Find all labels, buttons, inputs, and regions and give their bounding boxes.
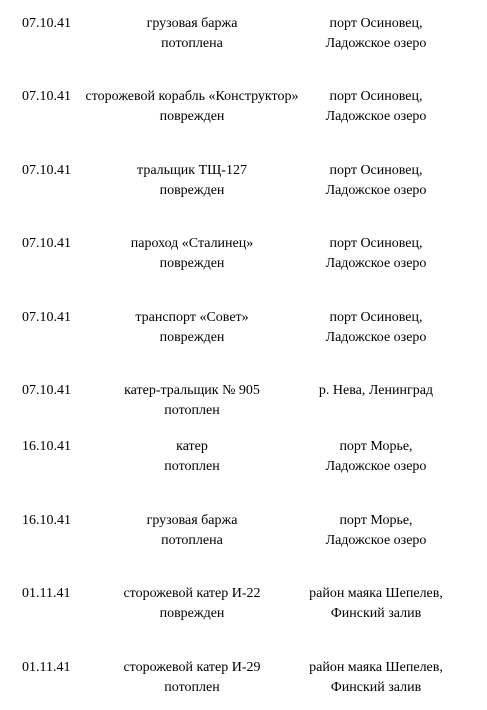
record-place-line2: Финский залив <box>330 606 422 621</box>
record-date: 16.10.41 <box>22 439 71 454</box>
record-vessel-cell <box>74 234 310 274</box>
record-status: поврежден <box>159 256 225 271</box>
record-place-line1: порт Осиновец, <box>329 16 423 31</box>
record-place-line2: Ладожское озеро <box>325 109 427 124</box>
record-date: 07.10.41 <box>22 310 71 325</box>
record-row <box>0 381 487 423</box>
record-row <box>0 511 487 553</box>
record-place-cell <box>300 234 452 274</box>
record-place-cell <box>300 87 452 127</box>
record-vessel: тральщик ТЩ-127 <box>137 163 247 178</box>
record-vessel-cell <box>74 14 310 54</box>
record-place-line2: Ладожское озеро <box>325 36 427 51</box>
record-row <box>0 14 487 56</box>
record-place-line1: порт Осиновец, <box>329 310 423 325</box>
record-date: 07.10.41 <box>22 383 71 398</box>
record-date: 07.10.41 <box>22 16 71 31</box>
record-status: потоплен <box>164 459 220 474</box>
record-place-cell <box>300 584 452 624</box>
record-status: поврежден <box>159 606 225 621</box>
record-row <box>0 87 487 129</box>
record-place-line1: порт Осиновец, <box>329 163 423 178</box>
record-row <box>0 234 487 276</box>
record-place-line1: порт Морье, <box>339 439 413 454</box>
record-place-line2: Ладожское озеро <box>325 183 427 198</box>
record-vessel: сторожевой катер И-29 <box>123 660 261 675</box>
record-vessel: катер-тральщик № 905 <box>124 383 260 398</box>
record-date: 16.10.41 <box>22 513 71 528</box>
record-place-cell <box>300 308 452 348</box>
record-row <box>0 658 487 700</box>
record-place-line1: район маяка Шепелев, <box>309 586 443 601</box>
record-vessel: сторожевой катер И-22 <box>123 586 261 601</box>
record-place-line2: Ладожское озеро <box>325 256 427 271</box>
record-row <box>0 584 487 626</box>
record-place-line1: порт Осиновец, <box>329 89 423 104</box>
record-vessel: грузовая баржа <box>146 16 238 31</box>
record-status: потоплена <box>161 533 223 548</box>
record-place-line1: порт Морье, <box>339 513 413 528</box>
record-status: поврежден <box>159 330 225 345</box>
record-vessel-cell <box>74 381 310 421</box>
record-vessel-cell <box>74 584 310 624</box>
record-vessel: грузовая баржа <box>146 513 238 528</box>
record-vessel-cell <box>74 308 310 348</box>
record-place-line1: порт Осиновец, <box>329 236 423 251</box>
record-status: потоплен <box>164 680 220 695</box>
record-vessel: катер <box>176 439 208 454</box>
record-place-cell <box>300 658 452 698</box>
record-vessel: сторожевой корабль «Конструктор» <box>85 89 299 104</box>
record-place-line2: Ладожское озеро <box>325 533 427 548</box>
record-date: 01.11.41 <box>22 586 71 601</box>
record-row <box>0 437 487 479</box>
record-place-line1: район маяка Шепелев, <box>309 660 443 675</box>
record-status: поврежден <box>159 183 225 198</box>
record-place-line2: Ладожское озеро <box>325 330 427 345</box>
record-vessel-cell <box>74 511 310 551</box>
record-place-line2: Финский залив <box>330 680 422 695</box>
record-date: 07.10.41 <box>22 89 71 104</box>
record-date: 01.11.41 <box>22 660 71 675</box>
record-vessel-cell <box>74 87 310 127</box>
record-place-line2: Ладожское озеро <box>325 459 427 474</box>
record-date: 07.10.41 <box>22 163 71 178</box>
record-place-cell <box>300 381 452 421</box>
record-place-cell <box>300 437 452 477</box>
record-place-line2 <box>300 401 452 421</box>
record-status: потоплен <box>164 403 220 418</box>
record-vessel-cell <box>74 658 310 698</box>
record-vessel-cell <box>74 161 310 201</box>
record-vessel: пароход «Сталинец» <box>130 236 254 251</box>
record-place-cell <box>300 14 452 54</box>
record-place-cell <box>300 161 452 201</box>
record-status: поврежден <box>159 109 225 124</box>
record-vessel: транспорт «Совет» <box>135 310 249 325</box>
record-row <box>0 161 487 203</box>
record-row <box>0 308 487 350</box>
record-place-cell <box>300 511 452 551</box>
record-date: 07.10.41 <box>22 236 71 251</box>
record-vessel-cell <box>74 437 310 477</box>
record-place-line1: р. Нева, Ленинград <box>318 383 434 398</box>
record-status: потоплена <box>161 36 223 51</box>
